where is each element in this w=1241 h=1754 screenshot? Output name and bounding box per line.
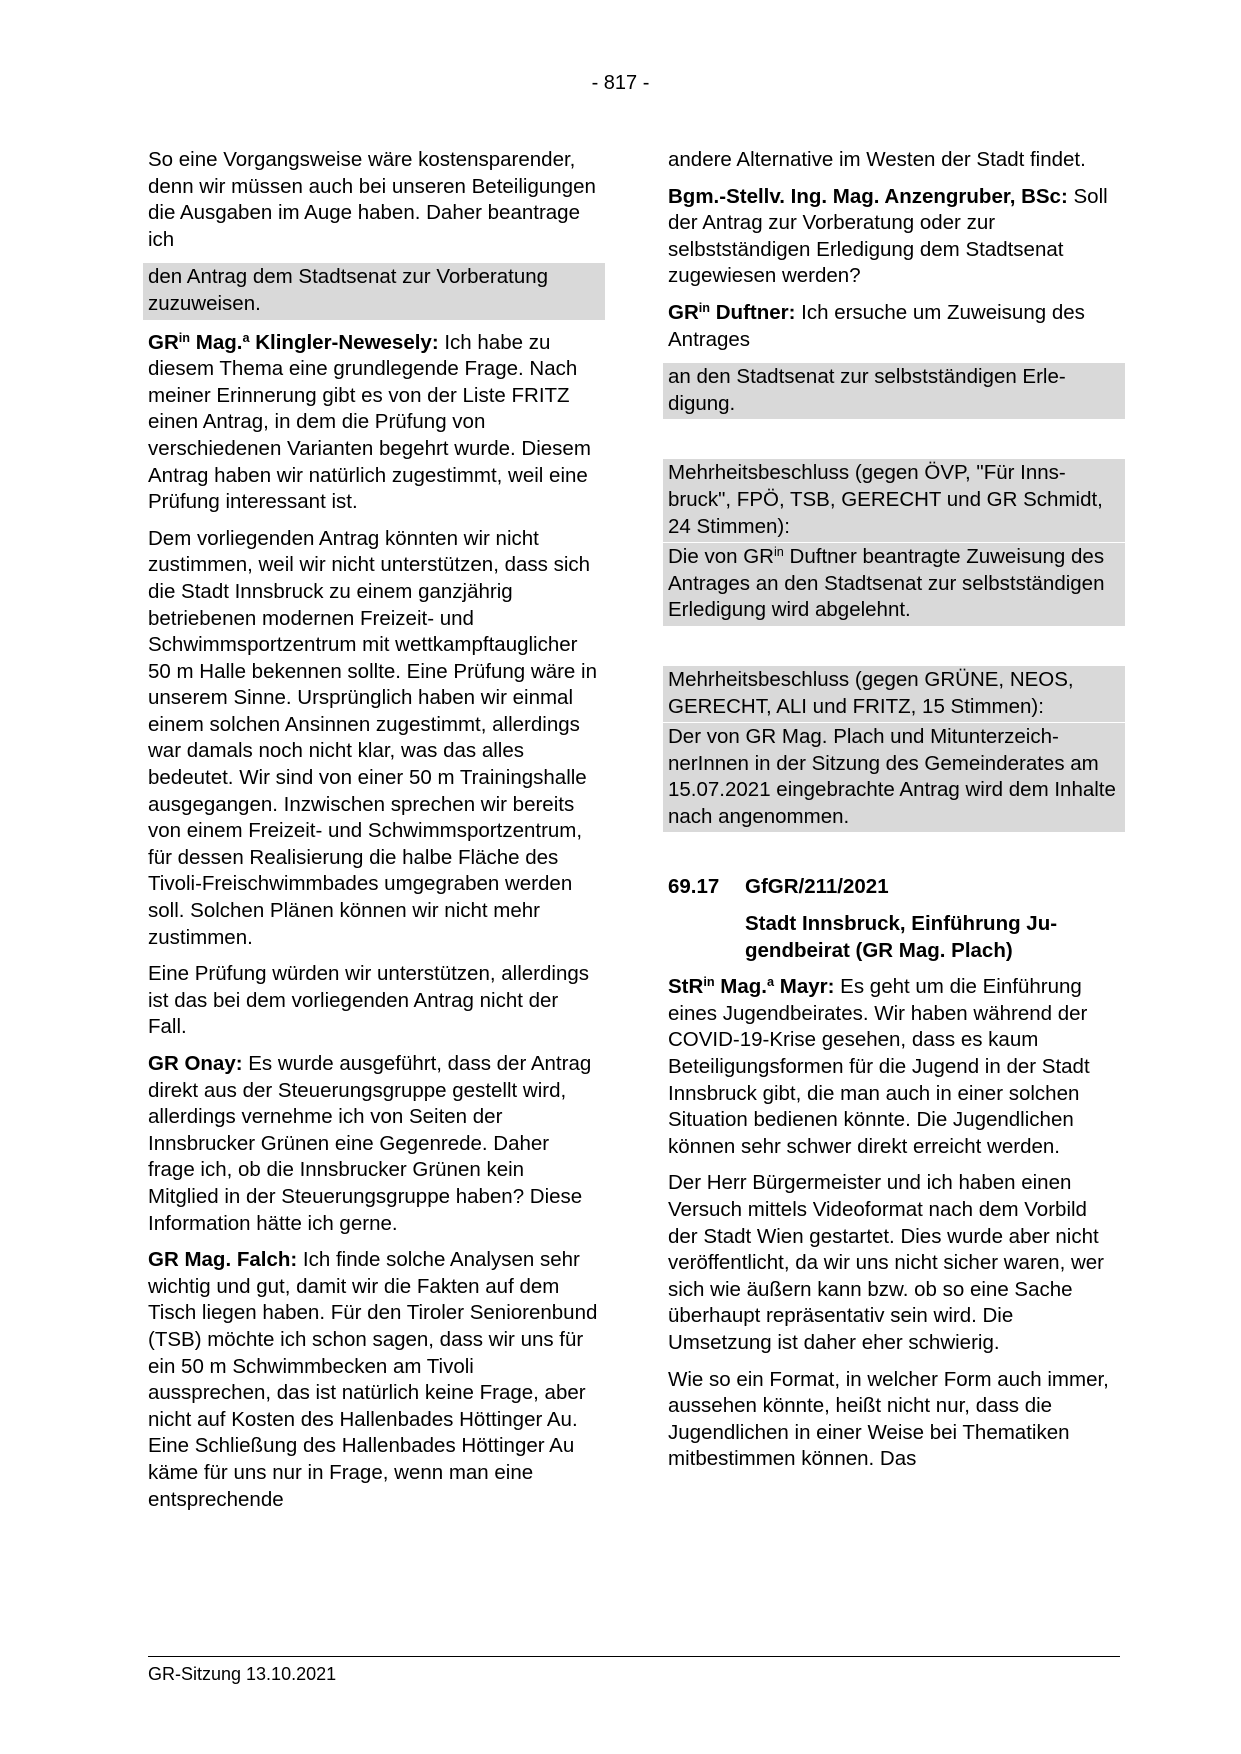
speaker-name: StR$^{in}$ Mag.$^a$ Mayr: xyxy=(668,974,835,999)
speaker-statement: GR Onay: Es wurde ausgeführt, dass der Antrag direkt aus der Steuerungsgruppe gestellt wird, allerdings vernehme ich von Seiten der Innsbrucker Grünen eine Gegenrede. Daher frage ich, ob die Innsbrucker Grünen kein Mitglied in der Steuerungsgruppe haben? Diese Information hätte ich gerne. xyxy=(148,1052,592,1235)
agenda-heading xyxy=(668,874,1120,901)
speaker-name: $GR^{in}$ Mag.$^a$ Klingler-Newesely: xyxy=(148,329,439,354)
speaker-statement: $GR^{in}$ Mag.$^a$ Klingler-Newesely: Ich habe zu diesem Thema eine grundlegende Frage. Nach meiner Erinnerung gibt es von der Liste FRITZ einen Antrag, in dem die Prüfung von verschiedenen Varianten begehrt wurde. Diesem Antrag haben wir natürlich zugestimmt, weil eine Prüfung interessant ist. xyxy=(148,329,591,514)
speaker-statement: Bgm.-Stellv. Ing. Mag. Anzengruber, BSc: Soll der Antrag zur Vorberatung oder zur selbstständigen Erledigung dem Stadtsenat zugewiesen werden? xyxy=(668,184,1108,288)
motion-highlight: an den Stadtsenat zur selbstständigen Erledigung. xyxy=(663,363,1125,419)
right-column xyxy=(668,147,1120,1483)
footer-text: GR-Sitzung 13.10.2021 xyxy=(148,1664,337,1684)
vote-result: Mehrheitsbeschluss (gegen GRÜNE, NEOS, GERECHT, ALI und FRITZ, 15 Stimmen): xyxy=(663,666,1125,722)
page-number: - 817 - xyxy=(591,72,650,94)
footer-rule xyxy=(148,1656,1120,1657)
vote-resolution: Der von GR Mag. Plach und MitunterzeichnerInnen in der Sitzung des Gemeinderates am 15.07.2021 eingebrachte Antrag wird dem Inhalte nach angenommen. xyxy=(663,722,1125,832)
paragraph: So eine Vorgangsweise wäre kostensparender, denn wir müssen auch bei unseren Beteiligungen die Ausgaben im Auge haben. Daher beantrage ich xyxy=(148,148,596,251)
agenda-number: 69.17 xyxy=(668,875,720,899)
speaker-statement: GR Mag. Falch: Ich finde solche Analysen sehr wichtig und gut, damit wir die Fakten auf dem Tisch liegen haben. Für den Tiroler Seniorenbund (TSB) möchte ich schon sagen, dass wir uns für ein 50 m Schwimmbecken am Tivoli aussprechen, das ist natürlich keine Frage, aber nicht auf Kosten des Hallenbades Höttinger Au. Eine Schließung des Hallenbades Höttinger Au käme für uns nur in Frage, wenn man eine entsprechende xyxy=(148,1248,598,1511)
speaker-name: Bgm.-Stellv. Ing. Mag. Anzengruber, BSc: xyxy=(668,184,1068,208)
agenda-item xyxy=(668,874,1120,964)
vote-resolution: Die von $GR^{in}$ Duftner beantragte Zuweisung des Antrages an den Stadtsenat zur selbstständigen Erledigung wird abgelehnt. xyxy=(663,542,1125,626)
paragraph: Eine Prüfung würden wir unterstützen, allerdings ist das bei dem vorliegenden Antrag nicht der Fall. xyxy=(148,962,589,1039)
speaker-name: GR Onay: xyxy=(148,1052,243,1075)
vote-result-block xyxy=(668,459,1120,626)
paragraph: andere Alternative im Westen der Stadt findet. xyxy=(668,148,1086,171)
motion-highlight: den Antrag dem Stadtsenat zur Vorberatung zuzuweisen. xyxy=(143,263,605,319)
vote-result-block xyxy=(668,666,1120,833)
paragraph: Dem vorliegenden Antrag könnten wir nicht zustimmen, weil wir nicht unterstützen, dass sich die Stadt Innsbruck zu einem ganzjährig betriebenen modernen Freizeit- und Schwimmsportzentrum mit wettkampftauglicher 50 m Halle bekennen sollte. Eine Prüfung wäre in unserem Sinne. Ursprünglich haben wir einmal einem solchen Ansinnen zugestimmt, allerdings war damals noch nicht klar, was das alles bedeutet. Wir sind von einer 50 m Trainingshalle ausgegangen. Inzwischen sprechen wir bereits von einem Freizeit- und Schwimmsportzentrum, für dessen Realisierung die halbe Fläche des Tivoli-Freischwimmbades umgegraben werden soll. Solchen Plänen können wir nicht mehr zustimmen. xyxy=(148,526,597,949)
speaker-statement: $GR^{in}$ Duftner: Ich ersuche um Zuweisung des Antrages xyxy=(668,299,1085,351)
agenda-code: GfGR/211/2021 xyxy=(745,875,889,899)
speaker-name: GR Mag. Falch: xyxy=(148,1248,298,1272)
speaker-statement: StR$^{in}$ Mag.$^a$ Mayr: Es geht um die Einführung eines Jugendbeirates. Wir haben während der COVID-19-Krise gesehen, dass es kaum Beteiligungsformen für die Jugend in der Stadt Innsbruck gibt, die man auch in einer solchen Situation bedienen könnte. Die Jugendlichen können sehr schwer direkt erreicht werden. xyxy=(668,974,1090,1158)
paragraph: Wie so ein Format, in welcher Form auch immer, aussehen könnte, heißt nicht nur, dass die Jugendlichen in einer Weise bei Thematiken mitbestimmen können. Das xyxy=(668,1367,1109,1471)
left-column xyxy=(148,147,600,1523)
vote-result: Mehrheitsbeschluss (gegen ÖVP, "Für Innsbruck", FPÖ, TSB, GERECHT und GR Schmidt, 24 Stimmen): xyxy=(663,459,1125,542)
paragraph: Der Herr Bürgermeister und ich haben einen Versuch mittels Videoformat nach dem Vorbild der Stadt Wien gestartet. Dies wurde aber nicht veröffentlicht, da wir uns nicht sicher waren, wer sich wie äußern kann bzw. ob so eine Sache überhaupt repräsentativ sein wird. Die Umsetzung ist daher eher schwierig. xyxy=(668,1171,1105,1354)
speaker-name: $GR^{in}$ Duftner: xyxy=(668,299,796,324)
agenda-title: Stadt Innsbruck, Einführung Jugendbeirat (GR Mag. Plach) xyxy=(745,912,1058,962)
